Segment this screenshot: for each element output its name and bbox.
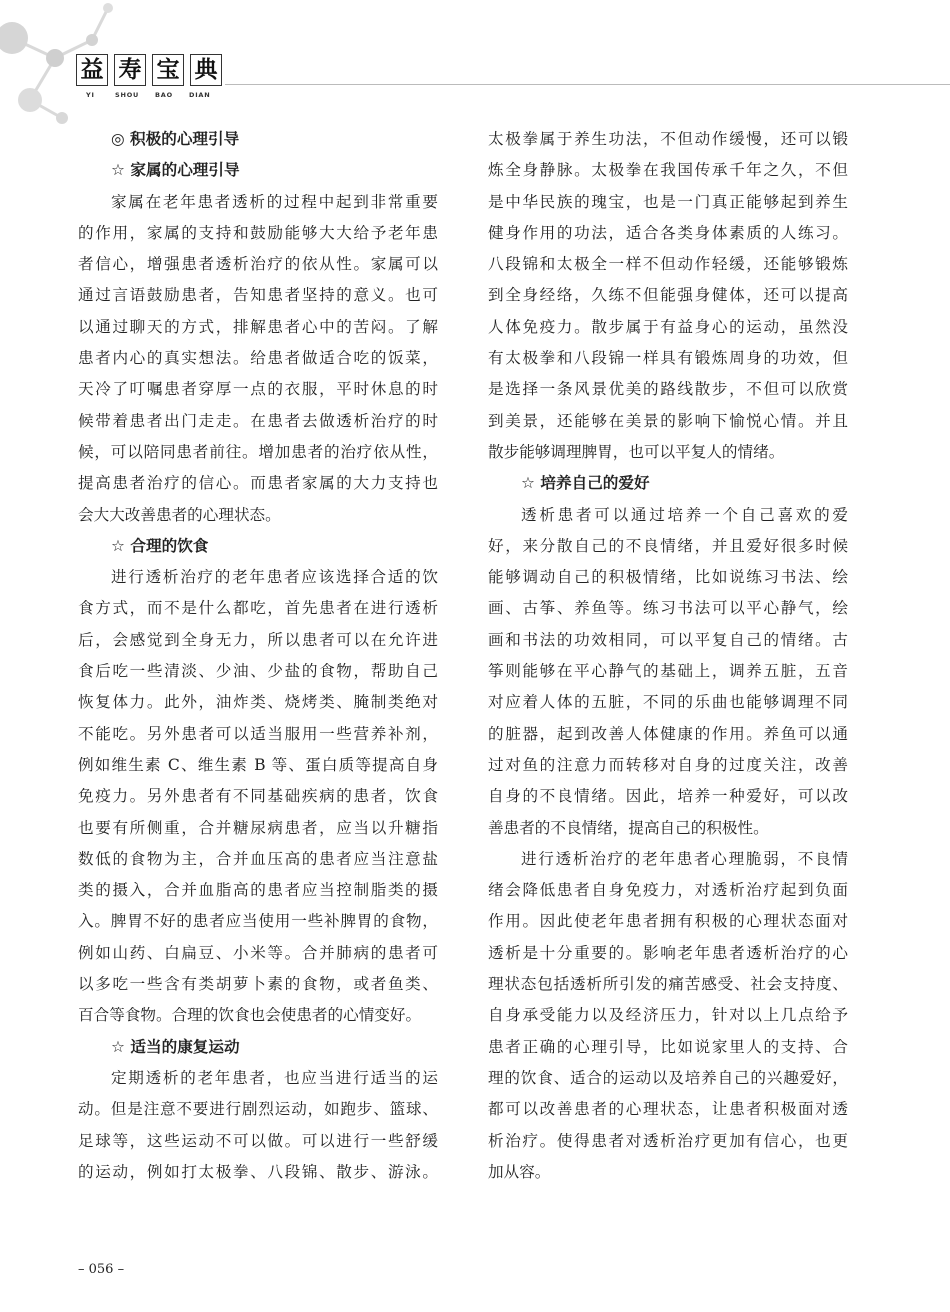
- section-heading: ☆ 家属的心理引导: [111, 161, 240, 180]
- text-line: 炼全身静脉。太极拳在我国传承千年之久，不但: [488, 161, 848, 180]
- text-line: 进行透析治疗的老年患者心理脆弱，不良情: [521, 849, 848, 868]
- text-line: 者信心，增强患者透析治疗的依从性。家属可以: [78, 255, 438, 274]
- text-line: 数低的食物为主，合并血压高的患者应当注意盐: [78, 849, 438, 868]
- text-line: 是选择一条风景优美的路线散步，不但可以欣赏: [488, 380, 848, 399]
- text-line: 到美景，还能够在美景的影响下愉悦心情。并且: [488, 411, 848, 430]
- text-line: 都可以改善患者的心理状态，让患者积极面对透: [488, 1100, 848, 1119]
- text-line: 有太极拳和八段锦一样具有锻炼周身的功效，但: [488, 349, 848, 368]
- text-line: 也要有所侧重，合并糖尿病患者，应当以升糖指: [78, 818, 438, 837]
- page-number: – 056 –: [78, 1262, 125, 1277]
- text-line: 的作用，家属的支持和鼓励能够大大给予老年患: [78, 223, 438, 242]
- text-line: 的脏器，起到改善人体健康的作用。养鱼可以通: [488, 724, 848, 743]
- text-line: 自身承受能力以及经济压力，针对以上几点给予: [488, 1006, 848, 1025]
- text-line: 善患者的不良情绪，提高自己的积极性。: [488, 818, 769, 837]
- text-line: 患者正确的心理引导，比如说家里人的支持、合: [488, 1037, 848, 1056]
- text-line: 散步能够调理脾胃，也可以平复人的情绪。: [488, 442, 785, 461]
- section-heading: ☆ 合理的饮食: [111, 536, 209, 555]
- title-pinyin: DIAN: [189, 91, 211, 99]
- text-line: 透析患者可以通过培养一个自己喜欢的爱: [521, 505, 848, 524]
- text-line: 例如维生素 C、维生素 B 等、蛋白质等提高自身: [78, 755, 438, 774]
- text-line: 食后吃一些清淡、少油、少盐的食物，帮助自己: [78, 662, 438, 681]
- text-line: 筝则能够在平心静气的基础上，调养五脏，五音: [488, 662, 848, 681]
- text-line: 会大大改善患者的心理状态。: [78, 505, 281, 524]
- title-char: 典: [190, 54, 222, 86]
- section-heading: ☆ 适当的康复运动: [111, 1037, 240, 1056]
- text-line: 的运动，例如打太极拳、八段锦、散步、游泳。: [78, 1162, 438, 1181]
- right-column: [488, 124, 848, 1188]
- text-line: 对应着人体的五脏，不同的乐曲也能够调理不同: [488, 693, 848, 712]
- text-line: 理状态包括透析所引发的痛苦感受、社会支持度、: [488, 975, 848, 994]
- text-line: 患者内心的真实想法。给患者做适合吃的饭菜，: [78, 349, 438, 368]
- title-pinyin: YI: [86, 91, 95, 99]
- text-line: 天冷了叮嘱患者穿厚一点的衣服，平时休息的时: [78, 380, 438, 399]
- section-heading: ☆ 培养自己的爱好: [521, 474, 650, 493]
- text-line: 家属在老年患者透析的过程中起到非常重要: [111, 192, 438, 211]
- title-pinyin: SHOU: [115, 91, 140, 99]
- book-title: [76, 54, 222, 86]
- text-line: 候，可以陪同患者前往。增加患者的治疗依从性，: [78, 442, 438, 461]
- text-line: 能够调动自己的积极情绪，比如说练习书法、绘: [488, 568, 848, 587]
- title-char: 寿: [114, 54, 146, 86]
- text-line: 加从容。: [488, 1162, 551, 1181]
- text-line: 免疫力。另外患者有不同基础疾病的患者，饮食: [78, 787, 438, 806]
- header-rule: [225, 84, 950, 85]
- left-column: [78, 124, 438, 1188]
- text-line: 八段锦和太极全一样不但动作轻缓，还能够锻炼: [488, 255, 848, 274]
- text-line: 恢复体力。此外，油炸类、烧烤类、腌制类绝对: [78, 693, 438, 712]
- title-char: 益: [76, 54, 108, 86]
- text-line: 候带着患者出门走走。在患者去做透析治疗的时: [78, 411, 438, 430]
- text-line: 透析是十分重要的。影响老年患者透析治疗的心: [488, 943, 848, 962]
- text-line: 通过言语鼓励患者，告知患者坚持的意义。也可: [78, 286, 438, 305]
- text-line: 好，来分散自己的不良情绪，并且爱好很多时候: [488, 536, 848, 555]
- text-line: 类的摄入，合并血脂高的患者应当控制脂类的摄: [78, 881, 438, 900]
- text-line: 食方式，而不是什么都吃，首先患者在进行透析: [78, 599, 438, 618]
- text-line: 以通过聊天的方式，排解患者心中的苦闷。了解: [78, 317, 438, 336]
- text-line: 足球等，这些运动不可以做。可以进行一些舒缓: [78, 1131, 438, 1150]
- text-line: 是中华民族的瑰宝，也是一门真正能够起到养生: [488, 192, 848, 211]
- text-line: 到全身经络，久练不但能强身健体，还可以提高: [488, 286, 848, 305]
- text-line: 自身的不良情绪。因此，培养一种爱好，可以改: [488, 787, 848, 806]
- text-line: 后，会感觉到全身无力，所以患者可以在允许进: [78, 630, 438, 649]
- text-line: 定期透析的老年患者，也应当进行适当的运: [111, 1068, 438, 1087]
- text-line: 提高患者治疗的信心。而患者家属的大力支持也: [78, 474, 438, 493]
- text-line: 太极拳属于养生功法，不但动作缓慢，还可以锻: [488, 130, 848, 148]
- text-line: 不能吃。另外患者可以适当服用一些营养补剂，: [78, 724, 438, 743]
- text-line: 人体免疫力。散步属于有益身心的运动，虽然没: [488, 317, 848, 336]
- section-heading: ◎ 积极的心理引导: [111, 130, 240, 148]
- text-line: 以多吃一些含有类胡萝卜素的食物，或者鱼类、: [78, 975, 438, 994]
- text-line: 入。脾胃不好的患者应当使用一些补脾胃的食物，: [78, 912, 438, 931]
- text-line: 析治疗。使得患者对透析治疗更加有信心，也更: [488, 1131, 848, 1150]
- text-line: 进行透析治疗的老年患者应该选择合适的饮: [111, 568, 438, 587]
- text-line: 过对鱼的注意力而转移对自身的过度关注，改善: [488, 755, 848, 774]
- text-line: 绪会降低患者自身免疫力，对透析治疗起到负面: [488, 881, 848, 900]
- text-line: 理的饮食、适合的运动以及培养自己的兴趣爱好，: [488, 1068, 848, 1087]
- text-line: 百合等食物。合理的饮食也会使患者的心情变好。: [78, 1006, 422, 1025]
- text-line: 画、古筝、养鱼等。练习书法可以平心静气，绘: [488, 599, 848, 618]
- text-line: 健身作用的功法，适合各类身体素质的人练习。: [488, 223, 848, 242]
- title-pinyin: BAO: [155, 91, 173, 99]
- text-line: 作用。因此使老年患者拥有积极的心理状态面对: [488, 912, 848, 931]
- text-line: 画和书法的功效相同，可以平复自己的情绪。古: [488, 630, 848, 649]
- text-line: 动。但是注意不要进行剧烈运动，如跑步、篮球、: [78, 1100, 438, 1119]
- title-char: 宝: [152, 54, 184, 86]
- text-line: 例如山药、白扁豆、小米等。合并肺病的患者可: [78, 943, 438, 962]
